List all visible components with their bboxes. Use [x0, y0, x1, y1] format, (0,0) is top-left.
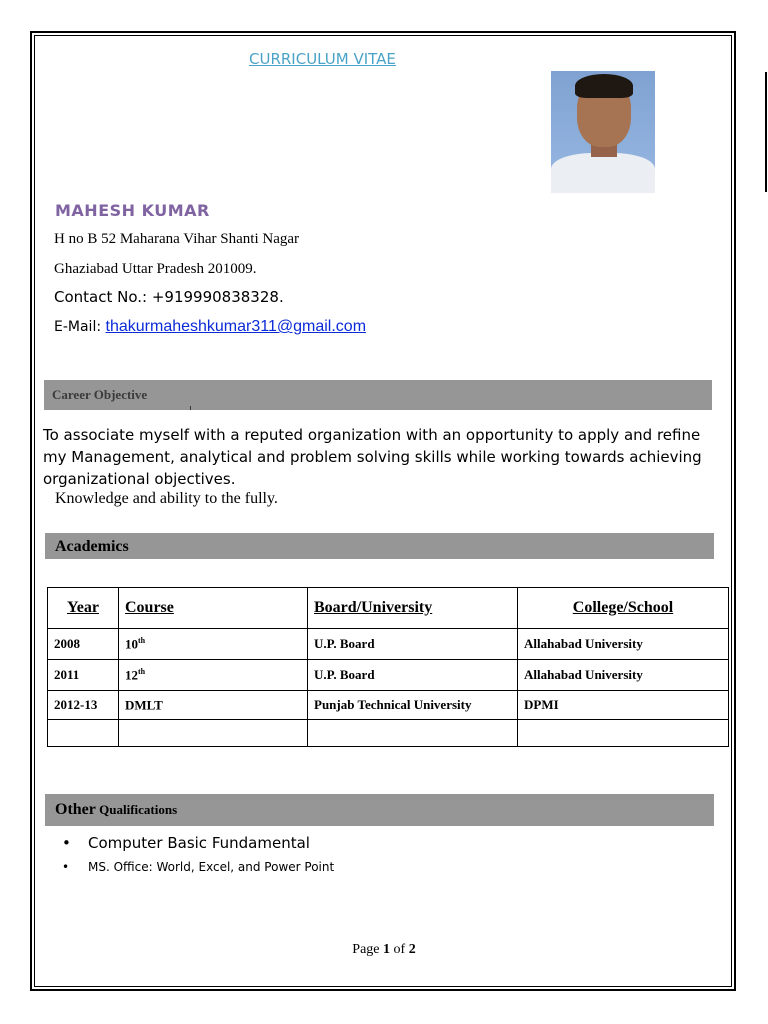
email-link[interactable]: thakurmaheshkumar311@gmail.com — [105, 318, 367, 335]
academics-table — [47, 587, 729, 747]
table-row — [48, 691, 729, 720]
career-objective-heading: Career Objective — [52, 387, 148, 402]
career-objective-header — [44, 380, 712, 410]
academics-heading: Academics — [55, 538, 129, 555]
career-objective-text: To associate myself with a reputed organization with an opportunity to apply and refine my Management, analytical and problem solving skills while working towards achieving organizational objectives. — [43, 426, 702, 488]
cell-board: U.P. Board — [308, 660, 518, 691]
cell-course: DMLT — [119, 691, 308, 720]
email-label: E-Mail: — [54, 319, 106, 335]
academics-header — [45, 533, 714, 559]
cell-college: Allahabad University — [518, 660, 729, 691]
cell-course: 12th — [119, 660, 308, 691]
column-header-board: Board/University — [308, 588, 518, 629]
cv-title: CURRICULUM VITAE — [249, 50, 396, 68]
list-item: • Computer Basic Fundamental — [62, 830, 334, 856]
cell-course: 10th — [119, 629, 308, 660]
cell-college: DPMI — [518, 691, 729, 720]
cell-year: 2008 — [48, 629, 119, 660]
address-line-1: H no B 52 Maharana Vihar Shanti Nagar — [54, 231, 300, 247]
cell-year: 2011 — [48, 660, 119, 691]
table-row-empty — [48, 720, 729, 747]
contact-number: Contact No.: +919990838328. — [54, 288, 284, 306]
qualifications-list — [62, 830, 334, 878]
column-header-course: Course — [119, 588, 308, 629]
list-item: • MS. Office: World, Excel, and Power Point — [62, 856, 334, 878]
knowledge-text: Knowledge and ability to the fully. — [55, 490, 278, 507]
table-header-row — [48, 588, 729, 629]
cell-board: Punjab Technical University — [308, 691, 518, 720]
column-header-college: College/School — [518, 588, 729, 629]
table-row — [48, 629, 729, 660]
other-qualifications-header — [45, 794, 714, 826]
profile-photo — [551, 71, 655, 193]
cell-year: 2012-13 — [48, 691, 119, 720]
page-footer: Page 1 of 2 — [352, 942, 416, 957]
table-row — [48, 660, 729, 691]
column-header-year: Year — [48, 588, 119, 629]
other-qualifications-heading: Other Qualifications — [55, 801, 178, 818]
stray-mark — [190, 406, 191, 410]
person-name: MAHESH KUMAR — [55, 201, 210, 220]
cell-college: Allahabad University — [518, 629, 729, 660]
email-row — [54, 318, 366, 336]
margin-line — [765, 72, 767, 192]
address-line-2: Ghaziabad Uttar Pradesh 201009. — [54, 261, 257, 277]
cell-board: U.P. Board — [308, 629, 518, 660]
